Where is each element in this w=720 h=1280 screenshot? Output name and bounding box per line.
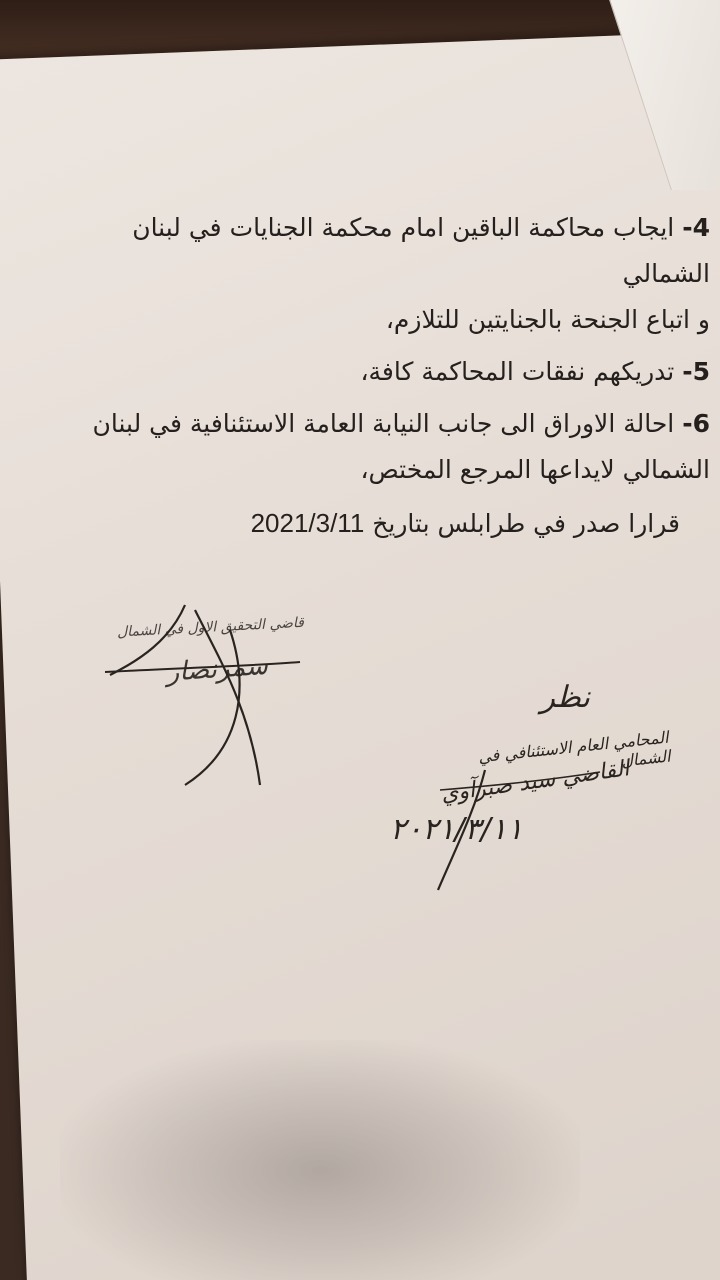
- decision-items: [60, 205, 710, 493]
- item-4-cont: و اتباع الجنحة بالجنايتين للتلازم،: [385, 305, 710, 334]
- prosecutor-name: القاضي سيد صبرآوي: [439, 756, 631, 808]
- decision-statement: [180, 500, 680, 547]
- item-number: 6-: [682, 409, 710, 438]
- item-6: [60, 401, 710, 447]
- prosecutor-signature-icon: [410, 750, 610, 900]
- judge-title: قاضي التحقيق الاول في الشمال: [116, 614, 305, 641]
- item-text: احالة الاوراق الى جانب النيابة العامة الاستئنافية في لبنان: [92, 409, 683, 438]
- judge-signature-icon: [100, 600, 320, 800]
- item-number: 4-: [682, 213, 710, 242]
- decision-text: قرارا صدر في طرابلس بتاريخ: [364, 509, 680, 538]
- decision-date: 2021/3/11: [250, 508, 365, 538]
- item-number: 5-: [682, 357, 710, 386]
- item-text: تدريكهم نفقات المحاكمة كافة،: [360, 357, 683, 386]
- item-text: ايجاب محاكمة الباقين امام محكمة الجنايات في لبنان الشمالي: [132, 213, 710, 288]
- seen-label: نظر: [540, 680, 590, 715]
- hand-shadow: [60, 1040, 580, 1280]
- handwritten-date: ٢٠٢١/٣/١١: [390, 812, 524, 847]
- item-6-cont: الشمالي لايداعها المرجع المختص،: [360, 455, 710, 484]
- prosecutor-title: المحامي العام الاستئنافي في الشمال: [477, 727, 672, 771]
- judge-name: سمرنصار: [165, 650, 269, 688]
- item-4: [60, 205, 710, 297]
- item-5: [60, 349, 710, 395]
